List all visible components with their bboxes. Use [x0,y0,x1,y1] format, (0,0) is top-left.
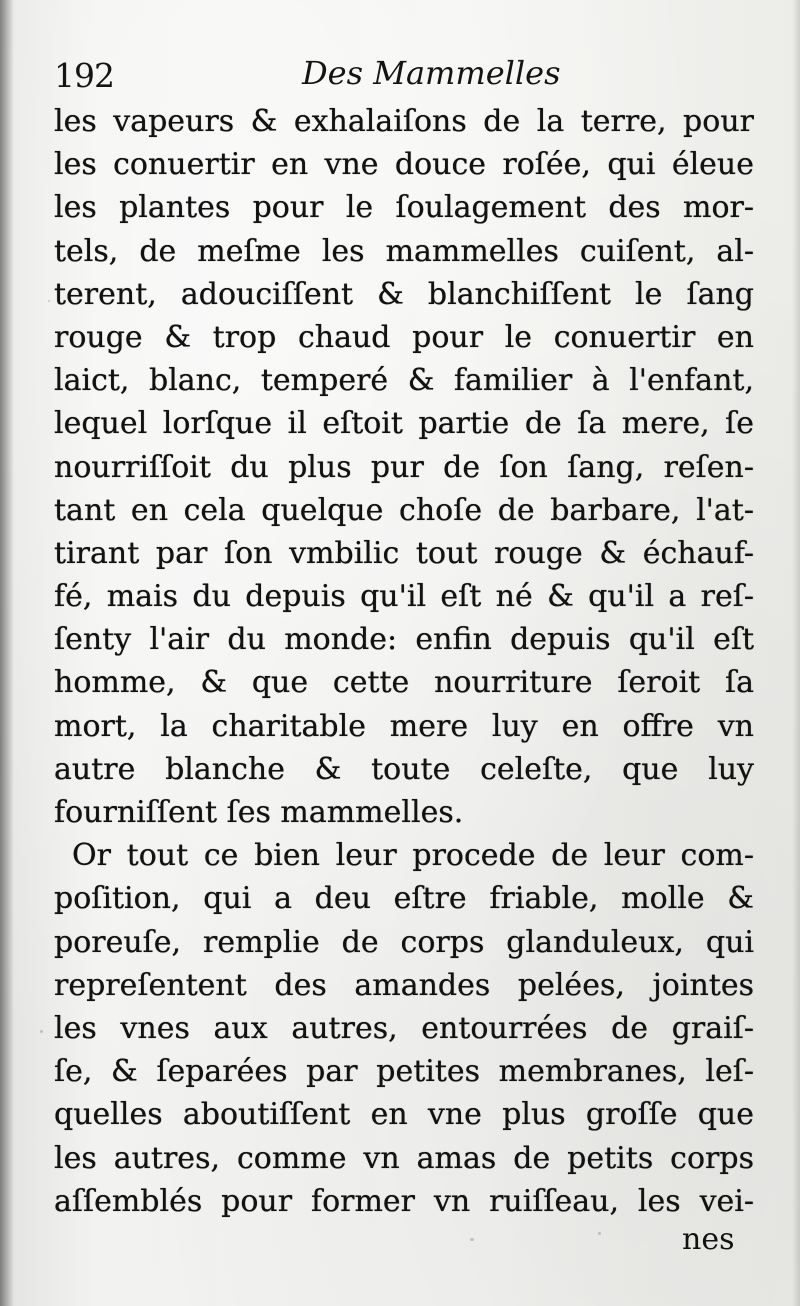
paragraph-end-line: fourniſſent ſes mammelles. [54,795,464,830]
text-line: les vapeurs & exhalaiſons de la terre, pour [54,104,754,139]
text-line: mort, la charitable mere luy en offre vn [54,708,754,744]
text-line: tels, de meſme les mammelles cuiſent, al- [54,233,754,269]
text-line: homme, & que cette nourriture ſeroit ſa [54,665,754,701]
text-line: les conuertir en vne douce roſée, qui éleue [54,147,754,183]
text-line: les vnes aux autres, entourrées de graiſ- [54,1010,754,1046]
text-line: autre blanche & toute celeſte, que luy [54,751,754,787]
text-line: poſition, qui a deu eſtre friable, molle & [54,881,754,917]
page-edge [792,0,800,1306]
text-line: tant en cela quelque choſe de barbare, l'at- [54,492,754,528]
body-text [54,100,754,1223]
text-line: ſenty l'air du monde: enfin depuis qu'il eſt [54,622,754,658]
page-header [54,50,754,100]
text-line: poreuſe, remplie de corps glanduleux, qui [54,924,754,960]
text-line: laict, blanc, temperé & familier à l'enfant, [54,363,754,399]
text-line: nourriſſoit du plus pur de ſon ſang, reſen- [54,449,754,485]
text-line: ſe, & ſeparées par petites membranes, leſ- [54,1054,754,1090]
text-line: terent, adouciſſent & blanchiſſent le ſang [54,276,754,312]
binding-shadow [0,0,14,1306]
text-line: fé, mais du depuis qu'il eſt né & qu'il a reſ- [54,579,754,615]
text-line: rouge & trop chaud pour le conuertir en [54,319,754,355]
text-line: repreſentent des amandes pelées, jointes [54,967,754,1003]
running-head: Des Mammelles [302,54,561,92]
paragraph-start-line: Or tout ce bien leur procede de leur com- [72,838,754,874]
text-line: les plantes pour le ſoulagement des mor- [54,190,754,226]
text-line: les autres, comme vn amas de petits corps [54,1140,754,1176]
text-line: lequel lorſque il eſtoit partie de ſa mere, ſe [54,406,754,442]
text-line: quelles aboutiſſent en vne plus groſſe que [54,1097,754,1133]
text-line: aſſemblés pour former vn ruiſſeau, les vei- [54,1183,754,1219]
page-number: 192 [54,56,114,95]
catchword: nes [682,1222,735,1257]
text-line: tirant par ſon vmbilic tout rouge & échauf- [54,535,754,571]
